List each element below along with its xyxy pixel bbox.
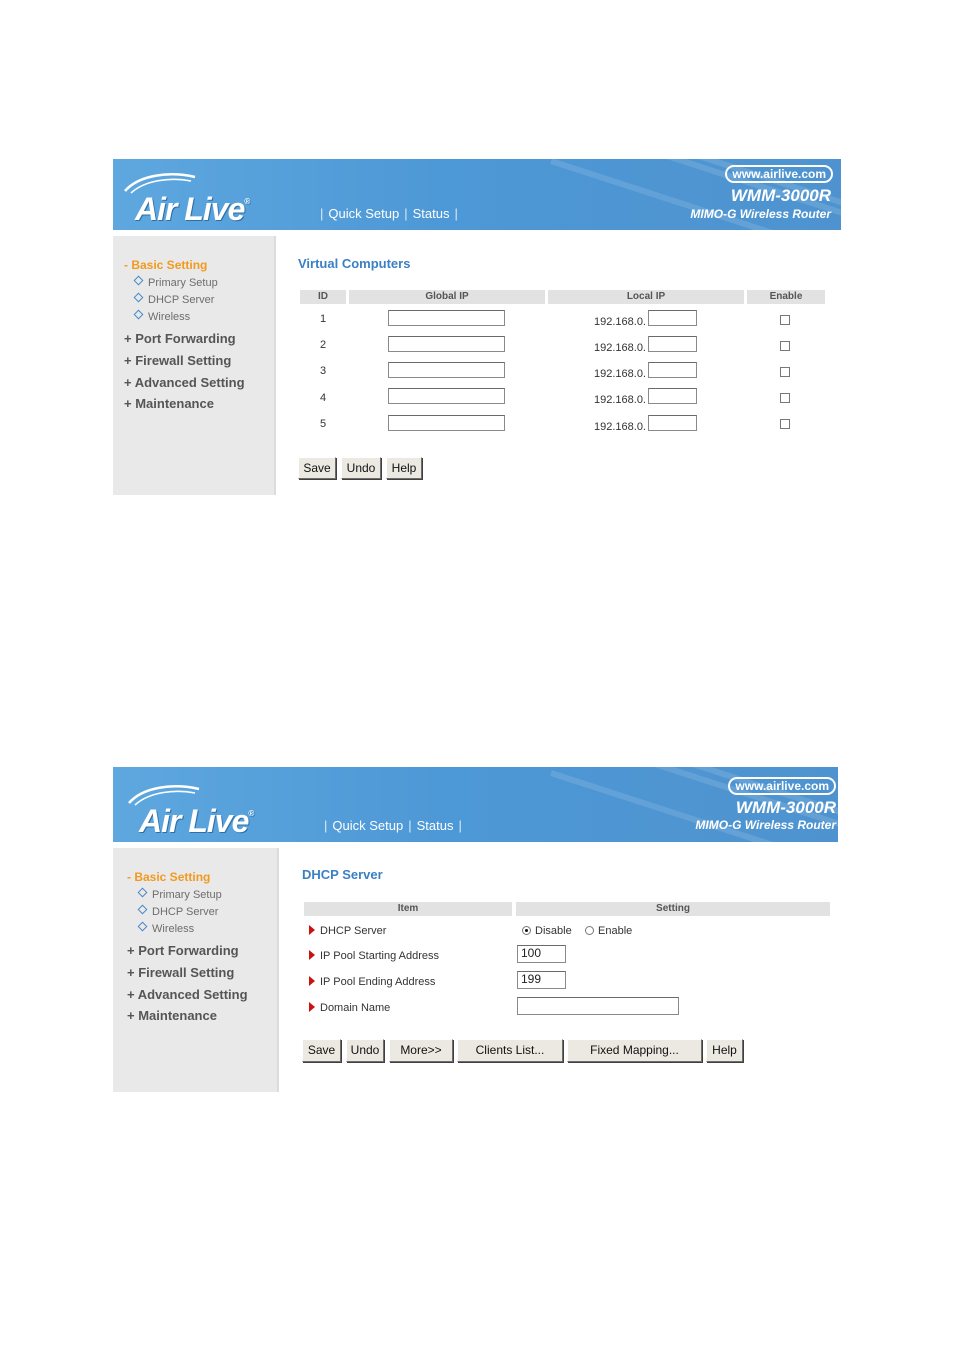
- column-header-setting: Setting: [516, 902, 830, 916]
- product-tagline: MIMO-G Wireless Router: [695, 818, 836, 832]
- undo-button[interactable]: Undo: [341, 457, 381, 479]
- diamond-icon: [134, 276, 144, 286]
- sidebar-item-maintenance[interactable]: + Maintenance: [124, 396, 214, 411]
- sidebar-item-dhcp-server[interactable]: DHCP Server: [139, 906, 218, 918]
- top-nav: | Quick Setup | Status |: [320, 206, 458, 221]
- page-title: Virtual Computers: [298, 256, 411, 271]
- local-ip-prefix: 192.168.0.: [594, 316, 646, 328]
- local-ip-input[interactable]: [648, 362, 697, 378]
- domain-name-input[interactable]: [517, 997, 679, 1015]
- row-id: 5: [320, 418, 327, 430]
- save-button[interactable]: Save: [298, 457, 336, 479]
- sidebar-item-port-forwarding[interactable]: + Port Forwarding: [124, 331, 236, 346]
- quick-setup-link[interactable]: Quick Setup: [332, 818, 404, 833]
- dhcp-server-label: DHCP Server: [320, 925, 387, 937]
- quick-setup-link[interactable]: Quick Setup: [328, 206, 400, 221]
- diamond-icon: [134, 310, 144, 320]
- sidebar-item-port-forwarding[interactable]: + Port Forwarding: [127, 943, 239, 958]
- column-header-local-ip: Local IP: [548, 290, 744, 304]
- clients-list-button[interactable]: Clients List...: [457, 1039, 563, 1062]
- row-id: 3: [320, 365, 327, 377]
- global-ip-input[interactable]: [388, 310, 505, 326]
- sidebar-group-basic-setting[interactable]: - Basic Setting: [124, 258, 208, 272]
- website-badge: www.airlive.com: [728, 777, 836, 795]
- model-name: WMM-3000R: [735, 798, 836, 817]
- top-nav: | Quick Setup | Status |: [324, 818, 462, 833]
- sidebar-item-maintenance[interactable]: + Maintenance: [127, 1008, 217, 1023]
- fixed-mapping-button[interactable]: Fixed Mapping...: [567, 1039, 702, 1062]
- row-id: 1: [320, 313, 327, 325]
- enable-checkbox[interactable]: [780, 341, 790, 351]
- status-link[interactable]: Status: [412, 206, 450, 221]
- help-button[interactable]: Help: [706, 1039, 743, 1062]
- sidebar-item-firewall-setting[interactable]: + Firewall Setting: [127, 965, 235, 980]
- enable-checkbox[interactable]: [780, 315, 790, 325]
- red-arrow-icon: [309, 1002, 315, 1012]
- domain-name-label: Domain Name: [320, 1002, 391, 1014]
- red-arrow-icon: [309, 925, 315, 935]
- ip-pool-start-input[interactable]: 100: [517, 945, 566, 963]
- diamond-icon: [138, 922, 148, 932]
- column-header-global-ip: Global IP: [349, 290, 545, 304]
- virtual-computers-screenshot: [113, 159, 841, 495]
- sidebar-item-wireless[interactable]: Wireless: [135, 311, 190, 323]
- red-arrow-icon: [309, 950, 315, 960]
- diamond-icon: [138, 905, 148, 915]
- ip-pool-end-label: IP Pool Ending Address: [320, 976, 436, 988]
- local-ip-prefix: 192.168.0.: [594, 421, 646, 433]
- dhcp-enable-label: Enable: [598, 925, 633, 937]
- local-ip-input[interactable]: [648, 336, 697, 352]
- header-banner: [113, 767, 838, 842]
- sidebar-item-advanced-setting[interactable]: + Advanced Setting: [124, 375, 245, 390]
- local-ip-input[interactable]: [648, 415, 697, 431]
- column-header-item: Item: [304, 902, 512, 916]
- local-ip-prefix: 192.168.0.: [594, 368, 646, 380]
- ip-pool-start-label: IP Pool Starting Address: [320, 950, 440, 962]
- model-name: WMM-3000R: [730, 186, 831, 205]
- header-banner: [113, 159, 841, 230]
- column-header-id: ID: [300, 290, 346, 304]
- local-ip-prefix: 192.168.0.: [594, 394, 646, 406]
- sidebar: [113, 848, 279, 1092]
- help-button[interactable]: Help: [386, 457, 422, 479]
- sidebar-item-wireless[interactable]: Wireless: [139, 923, 194, 935]
- website-badge: www.airlive.com: [725, 165, 833, 183]
- sidebar: [113, 236, 276, 495]
- dhcp-enable-radio[interactable]: [585, 926, 594, 935]
- diamond-icon: [134, 293, 144, 303]
- sidebar-item-advanced-setting[interactable]: + Advanced Setting: [127, 987, 248, 1002]
- enable-checkbox[interactable]: [780, 367, 790, 377]
- local-ip-input[interactable]: [648, 388, 697, 404]
- ip-pool-end-input[interactable]: 199: [517, 971, 566, 989]
- global-ip-input[interactable]: [388, 388, 505, 404]
- sidebar-item-primary-setup[interactable]: Primary Setup: [139, 889, 222, 901]
- row-id: 2: [320, 339, 327, 351]
- dhcp-server-screenshot: [113, 767, 841, 1092]
- save-button[interactable]: Save: [302, 1039, 341, 1062]
- enable-checkbox[interactable]: [780, 393, 790, 403]
- more-button[interactable]: More>>: [389, 1039, 453, 1062]
- enable-checkbox[interactable]: [780, 419, 790, 429]
- red-arrow-icon: [309, 976, 315, 986]
- global-ip-input[interactable]: [388, 415, 505, 431]
- airlive-logo: Air Live®: [121, 169, 296, 225]
- undo-button[interactable]: Undo: [346, 1039, 384, 1062]
- column-header-enable: Enable: [747, 290, 825, 304]
- global-ip-input[interactable]: [388, 362, 505, 378]
- sidebar-item-firewall-setting[interactable]: + Firewall Setting: [124, 353, 232, 368]
- sidebar-group-basic-setting[interactable]: - Basic Setting: [127, 870, 211, 884]
- page-title: DHCP Server: [302, 867, 383, 882]
- local-ip-prefix: 192.168.0.: [594, 342, 646, 354]
- local-ip-input[interactable]: [648, 310, 697, 326]
- sidebar-item-primary-setup[interactable]: Primary Setup: [135, 277, 218, 289]
- dhcp-disable-label: Disable: [535, 925, 572, 937]
- airlive-logo: Air Live®: [125, 781, 300, 837]
- status-link[interactable]: Status: [416, 818, 454, 833]
- product-tagline: MIMO-G Wireless Router: [690, 207, 831, 221]
- sidebar-item-dhcp-server[interactable]: DHCP Server: [135, 294, 214, 306]
- diamond-icon: [138, 888, 148, 898]
- row-id: 4: [320, 392, 327, 404]
- global-ip-input[interactable]: [388, 336, 505, 352]
- dhcp-disable-radio[interactable]: [522, 926, 531, 935]
